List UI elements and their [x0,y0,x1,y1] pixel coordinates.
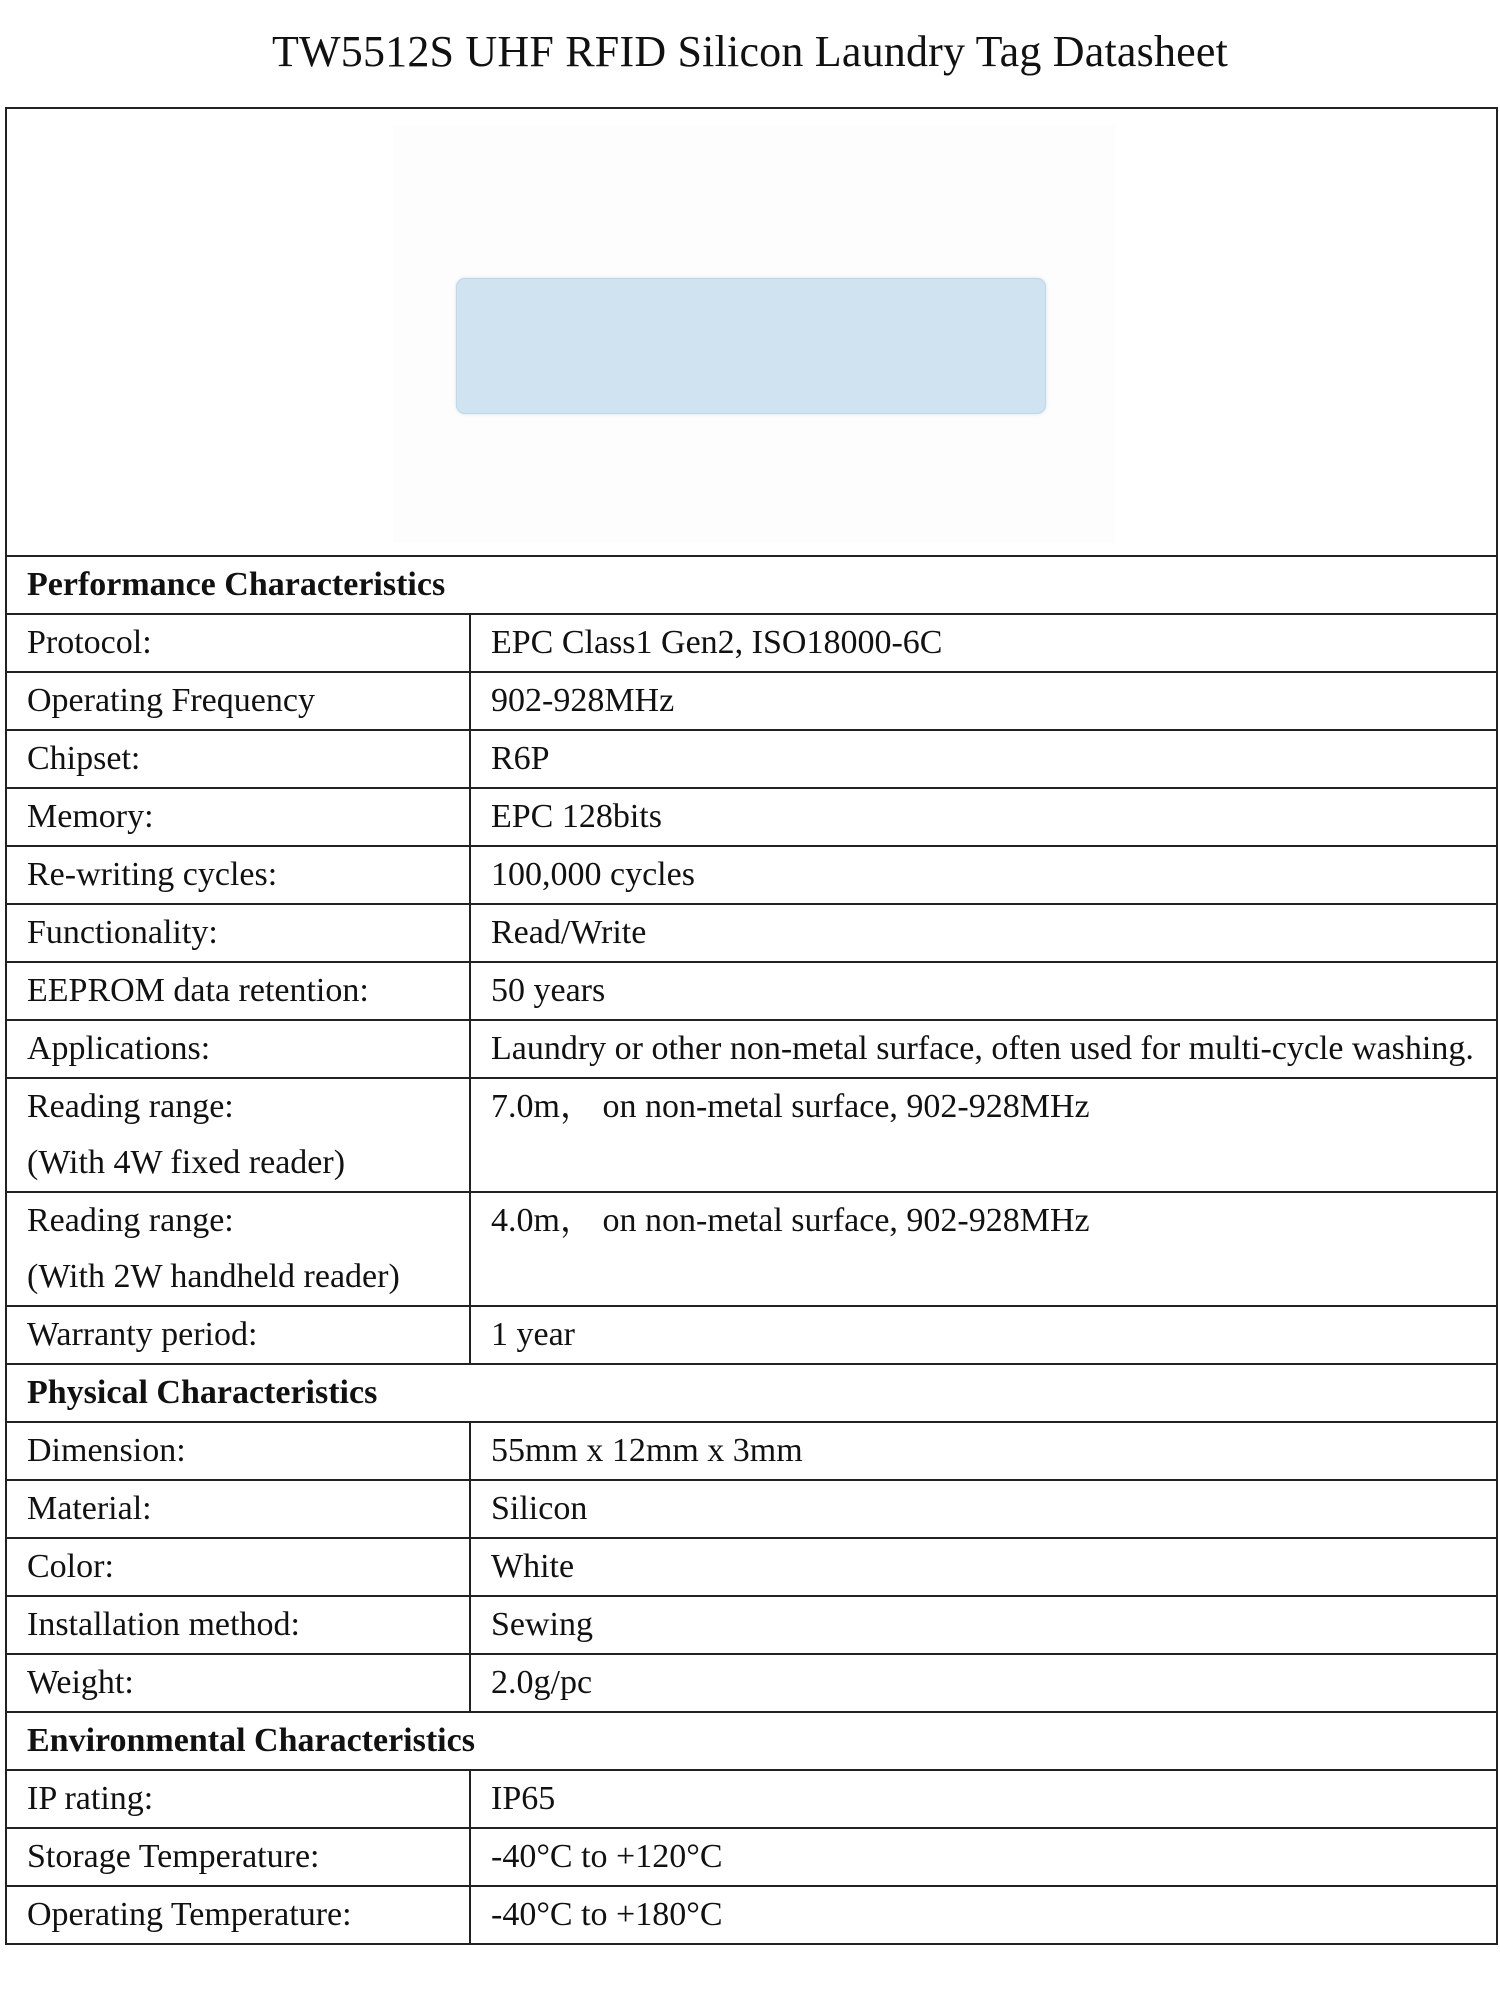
spec-value: White [470,1538,1497,1596]
spec-value: Silicon [470,1480,1497,1538]
section-header-row [6,556,1497,614]
spec-value: R6P [470,730,1497,788]
spec-label: Memory: [6,788,470,846]
table-row [6,1654,1497,1712]
spec-value: 2.0g/pc [470,1654,1497,1712]
table-row [6,1306,1497,1364]
spec-label-line2: (With 2W handheld reader) [27,1258,400,1295]
table-row [6,1020,1497,1078]
section-heading-performance: Performance Characteristics [6,556,1497,614]
spec-value: 4.0m， on non-metal surface, 902-928MHz [470,1192,1497,1306]
spec-label: Chipset: [6,730,470,788]
spec-label: Operating Frequency [6,672,470,730]
spec-label [6,1192,470,1306]
table-row [6,1192,1497,1306]
spec-label: Storage Temperature: [6,1828,470,1886]
section-header-row [6,1712,1497,1770]
laundry-tag-image [456,278,1046,414]
spec-label: Protocol: [6,614,470,672]
product-photo-cell [6,108,1497,556]
product-photo-row [6,108,1497,556]
spec-label: Installation method: [6,1596,470,1654]
table-row [6,962,1497,1020]
spec-label: Dimension: [6,1422,470,1480]
section-heading-environmental: Environmental Characteristics [6,1712,1497,1770]
spec-label-line2: (With 4W fixed reader) [27,1144,346,1181]
datasheet-table [5,107,1498,1945]
spec-value: -40°C to +180°C [470,1886,1497,1944]
spec-value: IP65 [470,1770,1497,1828]
table-row [6,904,1497,962]
section-header-row [6,1364,1497,1422]
spec-value: 1 year [470,1306,1497,1364]
spec-label: Applications: [6,1020,470,1078]
table-row [6,1596,1497,1654]
spec-label: Color: [6,1538,470,1596]
spec-value: 100,000 cycles [470,846,1497,904]
spec-label: Operating Temperature: [6,1886,470,1944]
page-title: TW5512S UHF RFID Silicon Laundry Tag Datasheet [271,27,1229,76]
spec-label: Weight: [6,1654,470,1712]
spec-value: 55mm x 12mm x 3mm [470,1422,1497,1480]
table-row [6,1538,1497,1596]
spec-label: Functionality: [6,904,470,962]
table-row [6,1480,1497,1538]
spec-label: IP rating: [6,1770,470,1828]
table-row [6,788,1497,846]
table-row [6,1886,1497,1944]
table-row [6,1770,1497,1828]
spec-value: EPC Class1 Gen2, ISO18000-6C [470,614,1497,672]
spec-label-line1: Reading range: [27,1088,234,1125]
table-row [6,672,1497,730]
table-row [6,1828,1497,1886]
spec-value: 902-928MHz [470,672,1497,730]
spec-value: Laundry or other non-metal surface, often used for multi-cycle washing. [470,1020,1497,1078]
spec-label: Warranty period: [6,1306,470,1364]
section-heading-physical: Physical Characteristics [6,1364,1497,1422]
spec-label-line1: Reading range: [27,1202,234,1239]
spec-value: Read/Write [470,904,1497,962]
table-row [6,614,1497,672]
spec-value: 7.0m， on non-metal surface, 902-928MHz [470,1078,1497,1192]
spec-value: Sewing [470,1596,1497,1654]
table-row [6,730,1497,788]
table-row [6,1078,1497,1192]
spec-label [6,1078,470,1192]
table-row [6,1422,1497,1480]
spec-value: -40°C to +120°C [470,1828,1497,1886]
spec-label: EEPROM data retention: [6,962,470,1020]
spec-label: Re-writing cycles: [6,846,470,904]
spec-label: Material: [6,1480,470,1538]
spec-value: EPC 128bits [470,788,1497,846]
spec-value: 50 years [470,962,1497,1020]
table-row [6,846,1497,904]
